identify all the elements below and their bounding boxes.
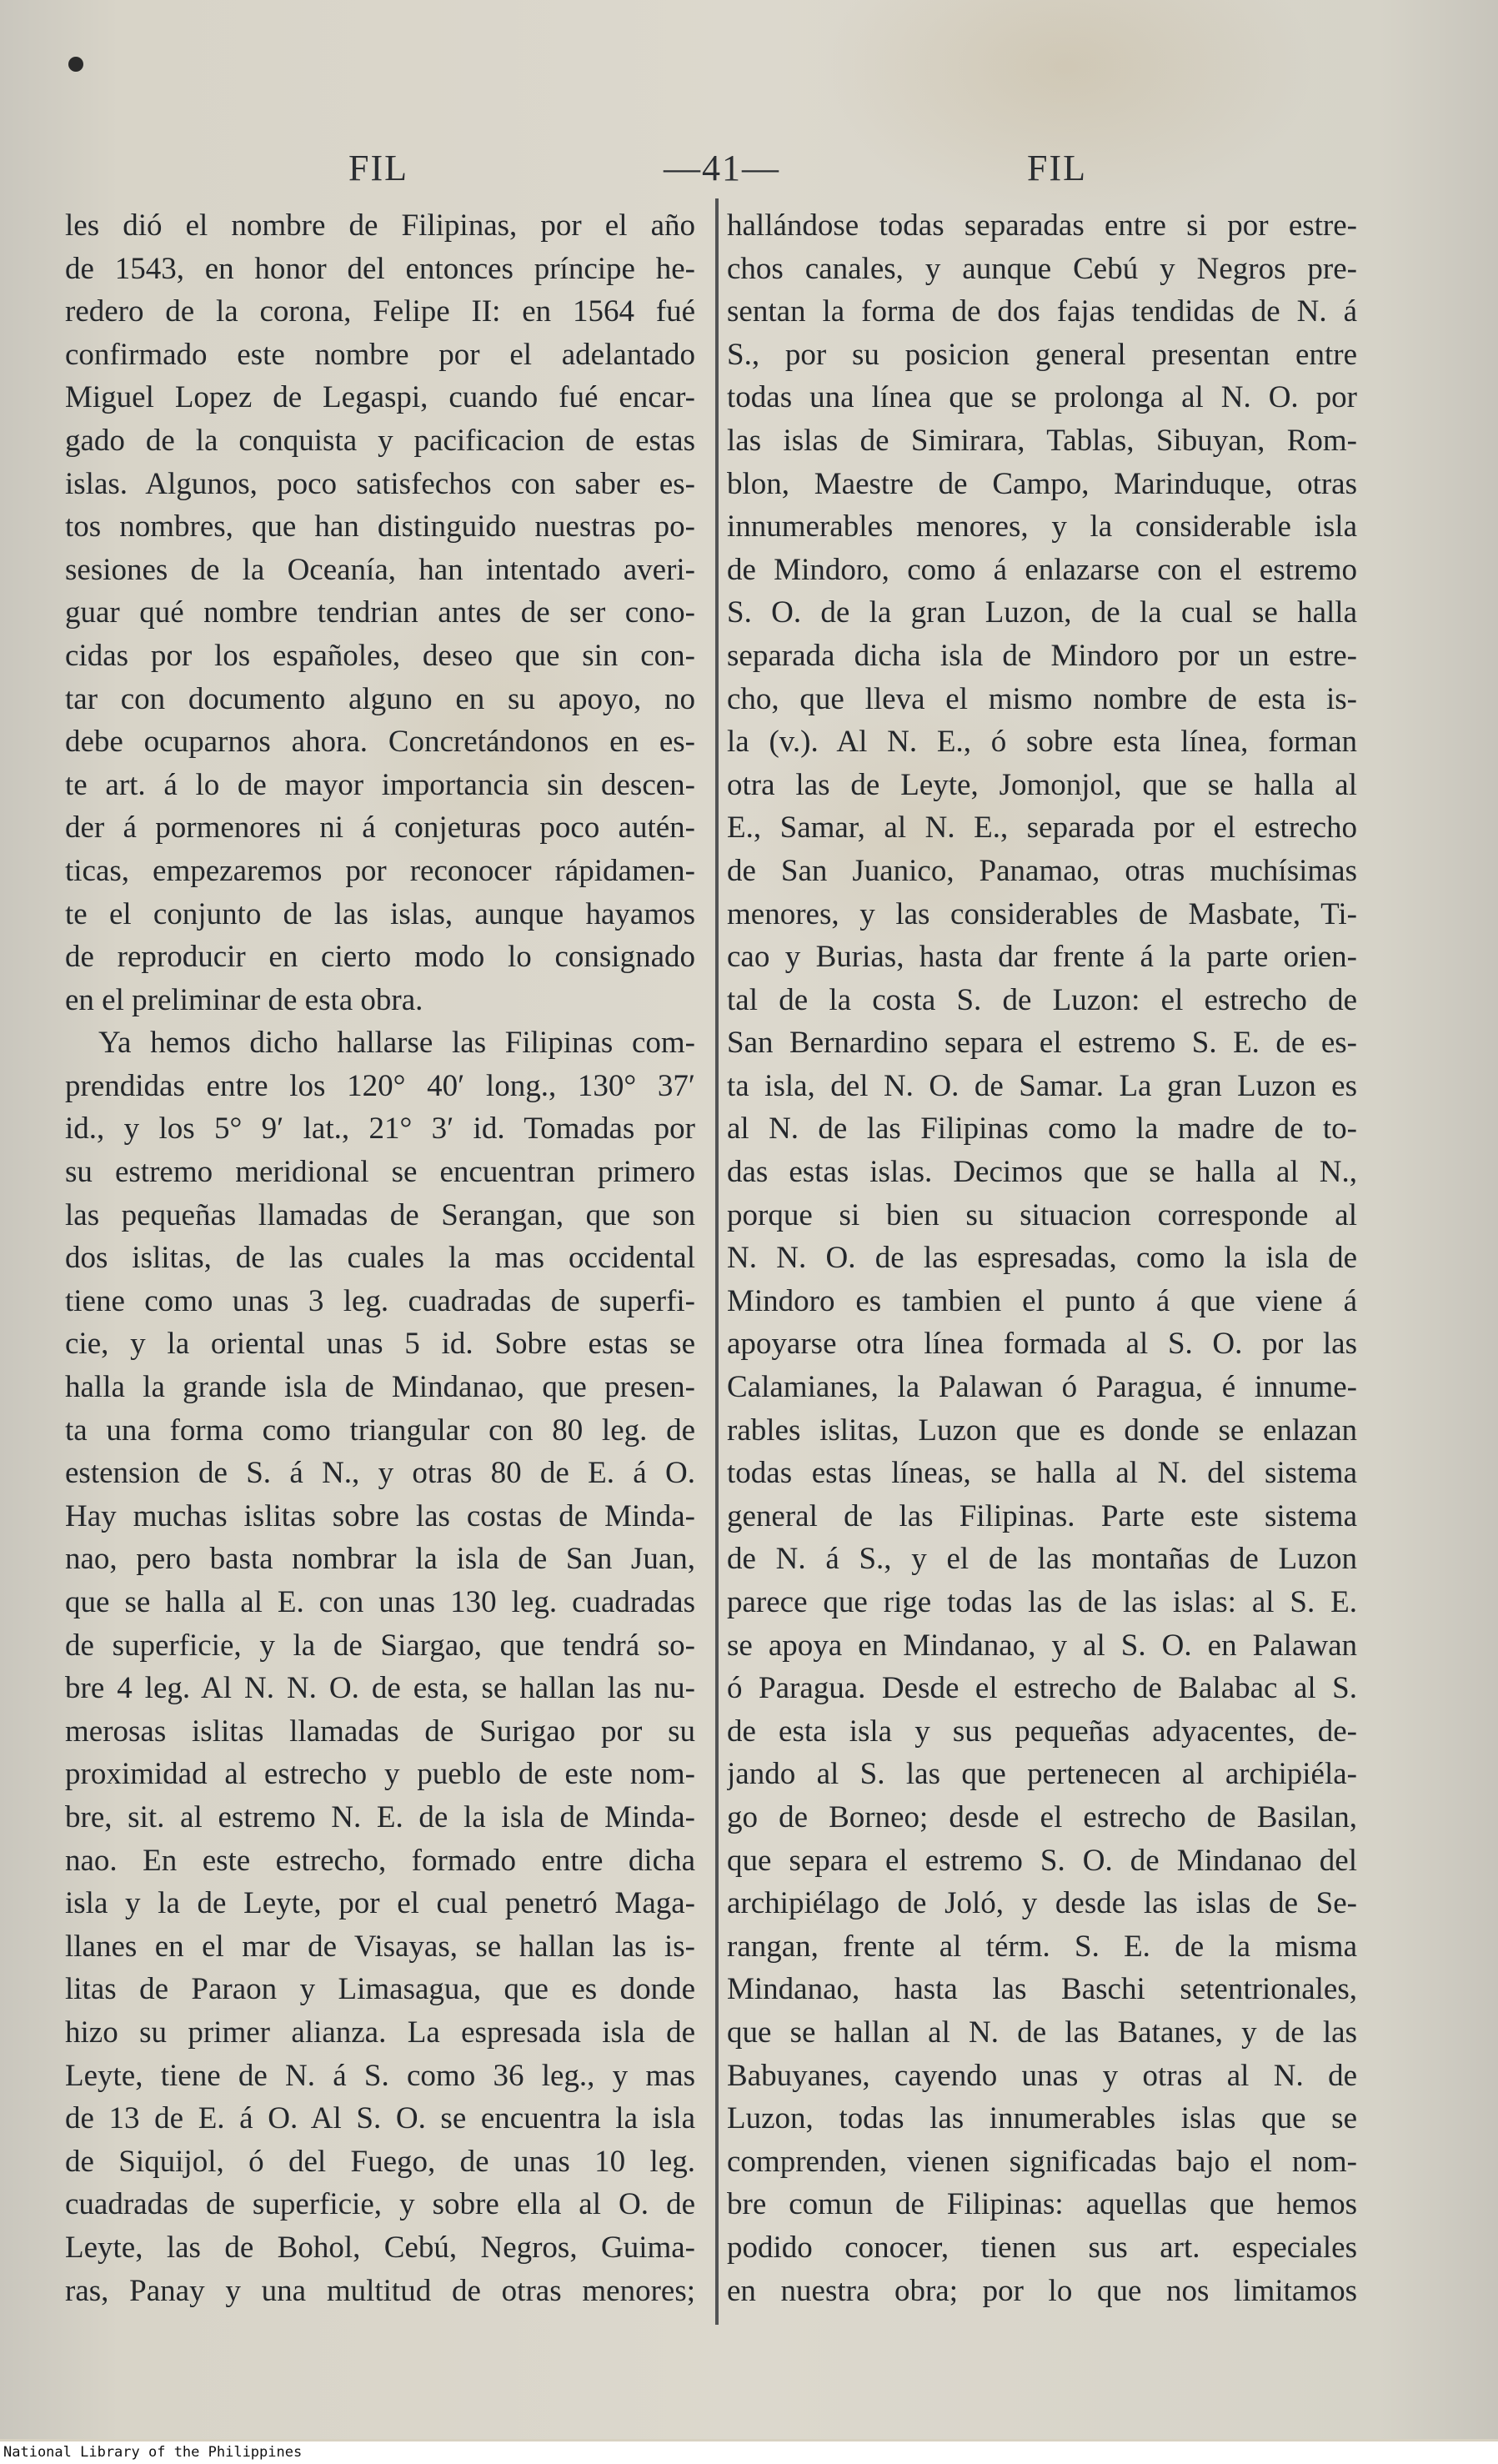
text-line: al N. de las Filipinas como la madre de to- xyxy=(727,1112,1357,1147)
text-line: prendidas entre los 120° 40′ long., 130° 37′ xyxy=(65,1068,695,1103)
text-line: litas de Paraon y Limasagua, que es donde xyxy=(65,1972,695,2007)
binding-hole xyxy=(68,57,83,72)
text-line: de superficie, y la de Siargao, que tendrá so- xyxy=(65,1628,695,1663)
text-line: Babuyanes, cayendo unas y otras al N. de xyxy=(727,2058,1357,2093)
text-line: apoyarse otra línea formada al S. O. por las xyxy=(727,1327,1357,1362)
text-line: jando al S. las que pertenecen al archipiéla- xyxy=(727,1757,1357,1792)
text-line: que separa el estremo S. O. de Mindanao del xyxy=(727,1843,1357,1878)
text-line: S., por su posicion general presentan entre xyxy=(727,337,1357,372)
text-line: guar qué nombre tendrian antes de ser cono- xyxy=(65,595,695,630)
text-line: Mindoro es tambien el punto á que viene á xyxy=(727,1283,1357,1318)
text-line: isla y la de Leyte, por el cual penetró Maga- xyxy=(65,1886,695,1921)
text-line: estension de S. á N., y otras 80 de E. á O. xyxy=(65,1456,695,1491)
text-line: ó Paragua. Desde el estrecho de Balabac al S. xyxy=(727,1671,1357,1706)
text-line: menores, y las considerables de Masbate, Ti- xyxy=(727,896,1357,931)
text-line: S. O. de la gran Luzon, de la cual se halla xyxy=(727,595,1357,630)
text-line: Leyte, tiene de N. á S. como 36 leg., y mas xyxy=(65,2058,695,2093)
text-line: nao, pero basta nombrar la isla de San Juan, xyxy=(65,1542,695,1577)
text-line: E., Samar, al N. E., separada por el estrecho xyxy=(727,810,1357,846)
text-line: separada dicha isla de Mindoro por un estre- xyxy=(727,638,1357,673)
text-line: cuadradas de superficie, y sobre ella al O. de xyxy=(65,2187,695,2222)
page-number: —41— xyxy=(664,148,780,188)
running-header-right: FIL xyxy=(1027,148,1087,188)
text-line: Calamianes, la Palawan ó Paragua, é innume- xyxy=(727,1370,1357,1405)
text-line: tal de la costa S. de Luzon: el estrecho de xyxy=(727,982,1357,1017)
text-column-left xyxy=(65,204,695,2312)
text-line: que se hallan al N. de las Batanes, y de las xyxy=(727,2015,1357,2050)
footer-bar xyxy=(0,2441,1498,2464)
text-line: te el conjunto de las islas, aunque hayamos xyxy=(65,896,695,931)
text-line: gado de la conquista y pacificacion de estas xyxy=(65,423,695,458)
text-line: innumerables menores, y la considerable isla xyxy=(727,509,1357,544)
text-line: de esta isla y sus pequeñas adyacentes, de- xyxy=(727,1714,1357,1749)
text-line: cho, que lleva el mismo nombre de esta is- xyxy=(727,681,1357,716)
text-line: la (v.). Al N. E., ó sobre esta línea, forman xyxy=(727,725,1357,760)
text-line: bre comun de Filipinas: aquellas que hemos xyxy=(727,2187,1357,2222)
text-line: llanes en el mar de Visayas, se hallan las is- xyxy=(65,1929,695,1964)
text-line: ta isla, del N. O. de Samar. La gran Luzon es xyxy=(727,1068,1357,1103)
text-line: comprenden, vienen significadas bajo el nom- xyxy=(727,2144,1357,2179)
text-line: ras, Panay y una multitud de otras menores; xyxy=(65,2273,695,2308)
text-line: de Mindoro, como á enlazarse con el estremo xyxy=(727,552,1357,587)
text-line: les dió el nombre de Filipinas, por el año xyxy=(65,208,695,243)
text-line: ticas, empezaremos por reconocer rápidamen- xyxy=(65,853,695,888)
text-line: rables islitas, Luzon que es donde se enlazan xyxy=(727,1413,1357,1448)
text-line: Leyte, las de Bohol, Cebú, Negros, Guima- xyxy=(65,2230,695,2265)
text-line: Miguel Lopez de Legaspi, cuando fué encar- xyxy=(65,380,695,415)
text-line: las pequeñas llamadas de Serangan, que son xyxy=(65,1197,695,1232)
text-line: halla la grande isla de Mindanao, que presen- xyxy=(65,1370,695,1405)
text-line: se apoya en Mindanao, y al S. O. en Palawan xyxy=(727,1628,1357,1663)
text-line: sesiones de la Oceanía, han intentado averi- xyxy=(65,552,695,587)
text-line: porque si bien su situacion corresponde al xyxy=(727,1197,1357,1232)
text-line: cao y Burias, hasta dar frente á la parte orien- xyxy=(727,940,1357,975)
text-line: bre, sit. al estremo N. E. de la isla de Minda- xyxy=(65,1799,695,1834)
text-line: id., y los 5° 9′ lat., 21° 3′ id. Tomadas por xyxy=(65,1112,695,1147)
running-header-left: FIL xyxy=(348,148,408,188)
text-line: N. N. O. de las espresadas, como la isla de xyxy=(727,1241,1357,1276)
text-line: cie, y la oriental unas 5 id. Sobre estas se xyxy=(65,1327,695,1362)
text-line: tar con documento alguno en su apoyo, no xyxy=(65,681,695,716)
text-line: todas una línea que se prolonga al N. O. por xyxy=(727,380,1357,415)
text-line: Luzon, todas las innumerables islas que se xyxy=(727,2101,1357,2136)
text-line: en el preliminar de esta obra. xyxy=(65,982,423,1017)
text-line: otra las de Leyte, Jomonjol, que se halla al xyxy=(727,767,1357,802)
text-line: de 13 de E. á O. Al S. O. se encuentra la isla xyxy=(65,2101,695,2136)
text-line: en nuestra obra; por lo que nos limitamos xyxy=(727,2273,1357,2308)
text-line: sentan la forma de dos fajas tendidas de N. á xyxy=(727,294,1357,329)
text-line: debe ocuparnos ahora. Concretándonos en es- xyxy=(65,725,695,760)
text-line: que se halla al E. con unas 130 leg. cuadradas xyxy=(65,1585,695,1619)
text-line: archipiélago de Joló, y desde las islas de Se- xyxy=(727,1886,1357,1921)
text-line: dos islitas, de las cuales la mas occidental xyxy=(65,1241,695,1276)
text-line: todas estas líneas, se halla al N. del sistema xyxy=(727,1456,1357,1491)
text-line: de reproducir en cierto modo lo consignado xyxy=(65,940,695,975)
text-line: te art. á lo de mayor importancia sin descen- xyxy=(65,767,695,802)
text-line: podido conocer, tienen sus art. especiales xyxy=(727,2230,1357,2265)
text-line: Mindanao, hasta las Baschi setentrionales, xyxy=(727,1972,1357,2007)
text-line: tiene como unas 3 leg. cuadradas de superfi- xyxy=(65,1283,695,1318)
text-line: general de las Filipinas. Parte este sistema xyxy=(727,1498,1357,1533)
text-line: ta una forma como triangular con 80 leg. de xyxy=(65,1413,695,1448)
text-line: de N. á S., y el de las montañas de Luzon xyxy=(727,1542,1357,1577)
text-line: hizo su primer alianza. La espresada isla de xyxy=(65,2015,695,2050)
text-line: proximidad al estrecho y pueblo de este nom- xyxy=(65,1757,695,1792)
text-line: der á pormenores ni á conjeturas poco autén- xyxy=(65,810,695,846)
text-line: de Siquijol, ó del Fuego, de unas 10 leg. xyxy=(65,2144,695,2179)
text-line: Hay muchas islitas sobre las costas de Minda- xyxy=(65,1498,695,1533)
text-line: merosas islitas llamadas de Surigao por su xyxy=(65,1714,695,1749)
text-line: hallándose todas separadas entre si por estre- xyxy=(727,208,1357,243)
text-line: blon, Maestre de Campo, Marinduque, otras xyxy=(727,466,1357,501)
text-line: confirmado este nombre por el adelantado xyxy=(65,337,695,372)
text-line: chos canales, y aunque Cebú y Negros pre- xyxy=(727,251,1357,286)
footer-credit: National Library of the Philippines xyxy=(3,2444,303,2461)
text-line: de San Juanico, Panamao, otras muchísimas xyxy=(727,853,1357,888)
text-line: nao. En este estrecho, formado entre dicha xyxy=(65,1843,695,1878)
text-line: de 1543, en honor del entonces príncipe he- xyxy=(65,251,695,286)
text-line: redero de la corona, Felipe II: en 1564 fué xyxy=(65,294,695,329)
text-line: parece que rige todas las de las islas: al S. E. xyxy=(727,1585,1357,1619)
text-line: Ya hemos dicho hallarse las Filipinas com- xyxy=(98,1026,695,1061)
text-line: islas. Algunos, poco satisfechos con saber es- xyxy=(65,466,695,501)
text-line: su estremo meridional se encuentran primero xyxy=(65,1155,695,1190)
text-line: das estas islas. Decimos que se halla al N., xyxy=(727,1155,1357,1190)
text-line: tos nombres, que han distinguido nuestras po- xyxy=(65,509,695,544)
column-divider xyxy=(715,198,719,2325)
text-line: rangan, frente al térm. S. E. de la misma xyxy=(727,1929,1357,1964)
text-line: go de Borneo; desde el estrecho de Basilan, xyxy=(727,1799,1357,1834)
text-line: las islas de Simirara, Tablas, Sibuyan, Rom- xyxy=(727,423,1357,458)
text-line: cidas por los españoles, deseo que sin con- xyxy=(65,638,695,673)
text-column-right xyxy=(727,204,1357,2312)
text-line: bre 4 leg. Al N. N. O. de esta, se hallan las nu- xyxy=(65,1671,695,1706)
text-line: San Bernardino separa el estremo S. E. de es- xyxy=(727,1026,1357,1061)
